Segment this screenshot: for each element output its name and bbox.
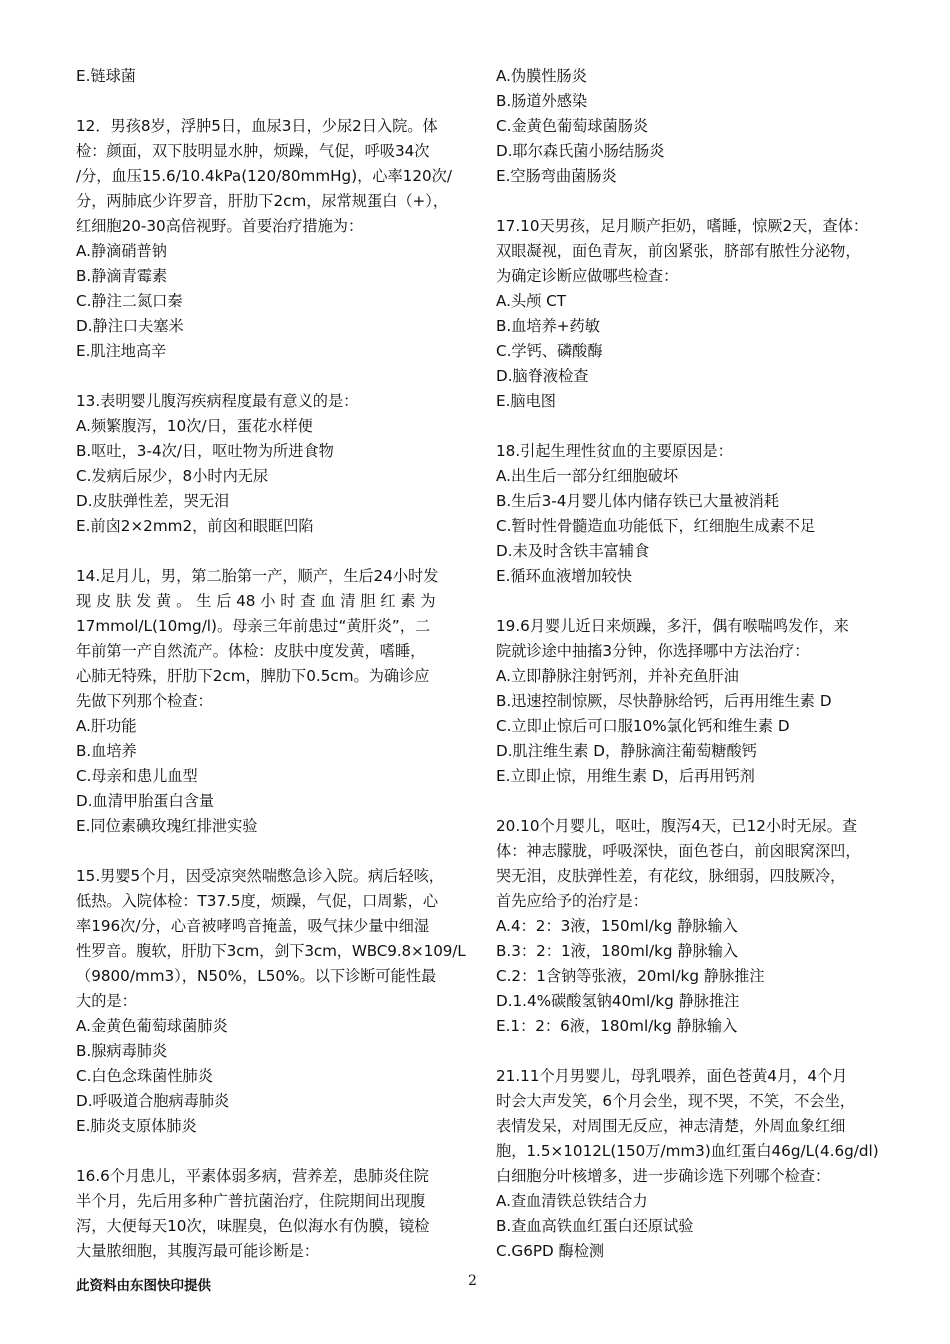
text-line <box>76 89 464 114</box>
text-line: 低热。入院体检：T37.5度，烦躁，气促，口周紫，心 <box>76 892 439 910</box>
text-line: B.生后3-4月婴儿体内储存铁已大量被消耗 <box>496 492 780 510</box>
text-line: 17.10天男孩，足月顺产拒奶，嗜睡，惊厥2天，查体： <box>496 217 869 235</box>
text-line: C.母亲和患儿血型 <box>76 767 198 785</box>
text-line: A.伪膜性肠炎 <box>496 67 587 85</box>
text-line: D.皮肤弹性差，哭无泪 <box>76 492 230 510</box>
text-line: 14.足月儿，男，第二胎第一产，顺产，生后24小时发 <box>76 567 439 585</box>
text-line: 哭无泪，皮肤弹性差，有花纹，脉细弱，四肢厥冷， <box>496 867 846 885</box>
text-line: 13.表明婴儿腹泻疾病程度最有意义的是： <box>76 392 359 410</box>
text-line: D.脑脊液检查 <box>496 367 589 385</box>
text-line: D.1.4%碳酸氢钠40ml/kg 静脉推注 <box>496 992 740 1010</box>
text-line <box>76 1139 464 1164</box>
text-line: D.血清甲胎蛋白含量 <box>76 792 215 810</box>
text-line: （9800/mm3），N50%，L50%。以下诊断可能性最 <box>76 967 437 985</box>
text-line: D.耶尔森氏菌小肠结肠炎 <box>496 142 665 160</box>
text-line: C.暂时性骨髓造血功能低下，红细胞生成素不足 <box>496 517 816 535</box>
text-line: D.静注口夫塞米 <box>76 317 184 335</box>
text-line: E.脑电图 <box>496 392 556 410</box>
text-line: B.肠道外感染 <box>496 92 588 110</box>
text-line: 半个月，先后用多种广普抗菌治疗，住院期间出现腹 <box>76 1192 426 1210</box>
text-line: B.查血高铁血红蛋白还原试验 <box>496 1217 694 1235</box>
text-line: E.肺炎支原体肺炎 <box>76 1117 197 1135</box>
text-line: B.3：2：1液，180ml/kg 静脉输入 <box>496 942 739 960</box>
text-line: A.频繁腹泻，10次/日，蛋花水样便 <box>76 417 313 435</box>
text-line: 表情发呆，对周围无反应，神志清楚，外周血象红细 <box>496 1117 846 1135</box>
text-line: A.金黄色葡萄球菌肺炎 <box>76 1017 228 1035</box>
text-line: E.空肠弯曲菌肠炎 <box>496 167 617 185</box>
text-line: /分，血压15.6/10.4kPa(120/80mmHg)，心率120次/ <box>76 167 452 185</box>
text-line: 17mmol/L(10mg/l)。母亲三年前患过“黄肝炎”，二 <box>76 617 431 635</box>
text-line: B.血培养+药敏 <box>496 317 600 335</box>
text-line: C.学钙、磷酸酶 <box>496 342 603 360</box>
text-line: 16.6个月患儿，平素体弱多病，营养差，患肺炎住院 <box>76 1167 429 1185</box>
text-line: E.立即止惊，用维生素 D，后再用钙剂 <box>496 767 755 785</box>
text-line: E.肌注地高辛 <box>76 342 167 360</box>
text-line <box>496 189 884 214</box>
text-line: 首先应给予的治疗是： <box>496 892 648 910</box>
text-line: A.立即静脉注射钙剂，并补充鱼肝油 <box>496 667 739 685</box>
right-column <box>496 64 884 1264</box>
text-line: 心肺无特殊，肝肋下2cm，脾肋下0.5cm。为确诊应 <box>76 667 430 685</box>
text-line: E.循环血液增加较快 <box>496 567 632 585</box>
text-line: 体：神志朦胧，呼吸深快，面色苍白，前囟眼窝深凹， <box>496 842 861 860</box>
text-line: E.1：2：6液，180ml/kg 静脉输入 <box>496 1017 738 1035</box>
text-line: 先做下列那个检查： <box>76 692 213 710</box>
text-line: A.头颅 CT <box>496 292 567 310</box>
text-line: 率196次/分，心音被哮鸣音掩盖，吸气抹少量中细湿 <box>76 917 430 935</box>
footer-source: 此资料由东图快印提供 <box>76 1278 211 1294</box>
text-line: C.金黄色葡萄球菌肠炎 <box>496 117 649 135</box>
text-line: C.立即止惊后可口服10%氯化钙和维生素 D <box>496 717 790 735</box>
text-line: B.呕吐，3-4次/日，呕吐物为所进食物 <box>76 442 334 460</box>
text-line <box>496 589 884 614</box>
text-line: A.4：2：3液，150ml/kg 静脉输入 <box>496 917 738 935</box>
text-line: E.链球菌 <box>76 67 136 85</box>
text-line: 胞，1.5×1012L(150万/mm3)血红蛋白46g/L(4.6g/dl) <box>496 1142 879 1160</box>
text-line: 20.10个月婴儿，呕吐，腹泻4天，已12小时无尿。查 <box>496 817 858 835</box>
text-line: C.G6PD 酶检测 <box>496 1242 605 1260</box>
text-line: 性罗音。腹软，肝肋下3cm，剑下3cm，WBC9.8×109/L <box>76 942 466 960</box>
text-line: 大量脓细胞，其腹泻最可能诊断是： <box>76 1242 319 1260</box>
text-line <box>496 789 884 814</box>
text-line: C.发病后尿少，8小时内无尿 <box>76 467 269 485</box>
page-number: 2 <box>468 1273 477 1289</box>
text-line: 21.11个月男婴儿，母乳喂养，面色苍黄4月，4个月 <box>496 1067 848 1085</box>
text-line: 12．男孩8岁，浮肿5日，血尿3日，少尿2日入院。体 <box>76 117 438 135</box>
text-line: A.静滴硝普钠 <box>76 242 167 260</box>
text-line: C.2：1含钠等张液，20ml/kg 静脉推注 <box>496 967 765 985</box>
text-line: 年前第一产自然流产。体检：皮肤中度发黄，嗜睡， <box>76 642 426 660</box>
text-line: 18.引起生理性贫血的主要原因是： <box>496 442 733 460</box>
text-line: D.肌注维生素 D，静脉滴注葡萄糖酸钙 <box>496 742 757 760</box>
text-line <box>496 414 884 439</box>
text-line: 院就诊途中抽搐3分钟，你选择哪中方法治疗： <box>496 642 810 660</box>
text-line: D.未及时含铁丰富辅食 <box>496 542 650 560</box>
text-line: B.静滴青霉素 <box>76 267 168 285</box>
text-line: B.血培养 <box>76 742 137 760</box>
text-line: 时会大声发笑，6个月会坐，现不哭，不笑，不会坐， <box>496 1092 855 1110</box>
text-line: 白细胞分叶核增多，进一步确诊选下列哪个检查： <box>496 1167 831 1185</box>
text-line: 为确定诊断应做哪些检查： <box>496 267 679 285</box>
text-line: 现 皮 肤 发 黄 。 生 后 48 小 时 查 血 清 胆 红 素 为 <box>76 592 436 610</box>
text-line: A.查血清铁总铁结合力 <box>496 1192 648 1210</box>
text-line: A.出生后一部分红细胞破坏 <box>496 467 679 485</box>
text-line: D.呼吸道合胞病毒肺炎 <box>76 1092 230 1110</box>
text-line: C.白色念珠菌性肺炎 <box>76 1067 213 1085</box>
text-line: B.腺病毒肺炎 <box>76 1042 168 1060</box>
text-line: 检：颜面，双下肢明显水肿，烦躁，气促，呼吸34次 <box>76 142 430 160</box>
text-line <box>76 364 464 389</box>
text-line: 泻，大便每天10次，味腥臭，色似海水有伪膜，镜检 <box>76 1217 430 1235</box>
text-line: A.肝功能 <box>76 717 137 735</box>
text-line: B.迅速控制惊厥，尽快静脉给钙，后再用维生素 D <box>496 692 832 710</box>
left-column <box>76 64 464 1264</box>
text-line <box>76 539 464 564</box>
text-line: 红细胞20-30高倍视野。首要治疗措施为： <box>76 217 364 235</box>
text-line: C.静注二氮口秦 <box>76 292 183 310</box>
text-line: 大的是： <box>76 992 137 1010</box>
text-line: 分，两肺底少许罗音，肝肋下2cm，尿常规蛋白（+）， <box>76 192 449 210</box>
text-line: 双眼凝视，面色青灰，前囟紧张，脐部有脓性分泌物， <box>496 242 861 260</box>
text-line <box>76 839 464 864</box>
text-line <box>496 1039 884 1064</box>
text-line: 15.男婴5个月，因受凉突然喘憋急诊入院。病后轻咳， <box>76 867 444 885</box>
text-line: 19.6月婴儿近日来烦躁，多汗，偶有喉喘鸣发作，来 <box>496 617 849 635</box>
text-line: E.同位素碘玫瑰红排泄实验 <box>76 817 258 835</box>
text-line: E.前囟2×2mm2，前囟和眼眶凹陷 <box>76 517 314 535</box>
